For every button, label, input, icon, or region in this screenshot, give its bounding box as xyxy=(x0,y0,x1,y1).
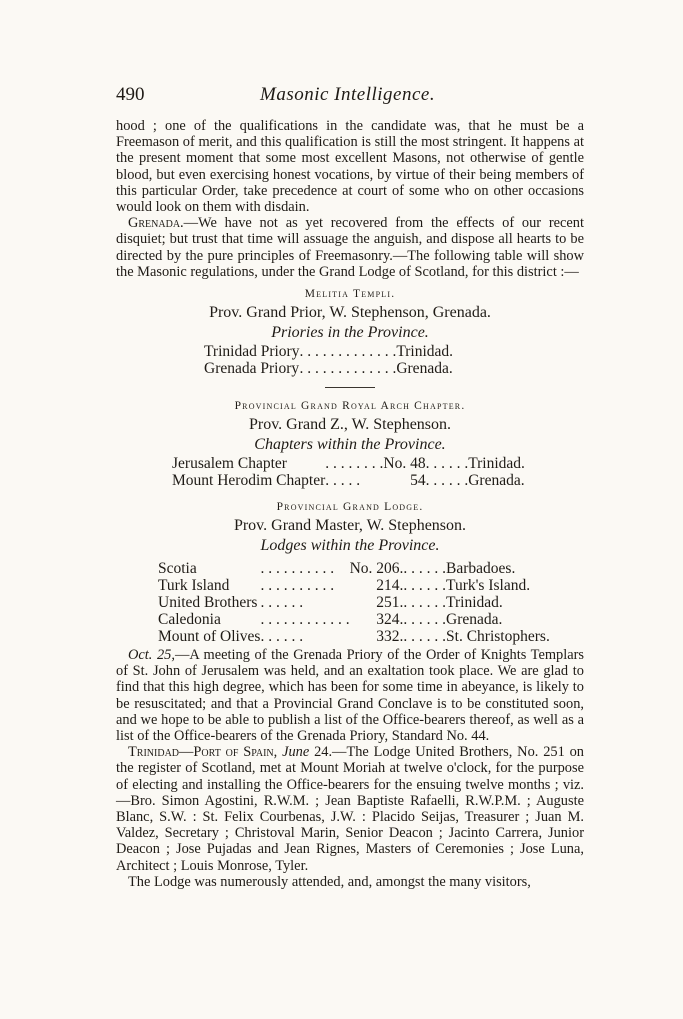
melitia-title: Melitia Templi. xyxy=(304,288,396,301)
row-place: Grenada. xyxy=(396,360,453,378)
row-name: Mount of Olives xyxy=(158,628,261,646)
lodge-subheading: Lodges within the Province. xyxy=(260,537,440,555)
row-place: Trinidad. xyxy=(396,343,454,361)
row-name: Scotia xyxy=(158,560,197,578)
row-leader: . . . . . . xyxy=(403,560,447,578)
row-leader: . . . . . . . . . . . . . xyxy=(299,360,397,378)
row-leader: . . . . . . xyxy=(260,628,304,646)
table-row xyxy=(172,455,525,472)
paragraph-closing: The Lodge was numerously attended, and, amongst the many visitors, xyxy=(128,873,531,890)
row-name: Mount Herodim Chapter xyxy=(172,472,326,490)
melitia-officer: Prov. Grand Prior, W. Stephenson, Grenada. xyxy=(209,304,491,322)
lodge-section xyxy=(116,499,584,645)
page-body xyxy=(116,118,584,890)
chapter-title: Provincial Grand Royal Arch Chapter. xyxy=(234,400,466,413)
row-name: Jerusalem Chapter xyxy=(172,455,287,473)
trinidad-text: 24.—The Lodge United Brothers, No. 251 on the register of Scotland, met at Mount Moriah at twelve o'clock, for the purpose of electing and installing the Office-bearers for the ensuing twelve months ; viz.—Bro. Simon Agostini, R.W.M. ; Jean Baptiste Rafaelli, R.W.P.M. ; Auguste Blanc, S.W. : St. Felix Courbenas, J.W. : Placido Seijas, Treasurer ; Juan M. Valdez, Secretary ; Christoval Marin, Senior Deacon ; Jacinto Carrera, Junior Deacon ; Jose Pujadas and Jean Rignes, Masters of Ceremonies ; Jose Luna, Architect ; Louis Monrose, Tyler. xyxy=(116,744,584,874)
row-leader: . . . . . . . . . . xyxy=(260,577,335,595)
running-title: Masonic Intelligence. xyxy=(260,84,436,105)
row-number: 54 xyxy=(410,472,426,490)
row-number: 214. xyxy=(376,577,404,595)
table-row xyxy=(158,577,550,594)
row-name: Trinidad Priory xyxy=(204,343,300,361)
table-row xyxy=(158,611,550,628)
paragraph-october xyxy=(116,647,584,744)
chapter-subheading: Chapters within the Province. xyxy=(254,436,446,454)
row-number: 332. xyxy=(376,628,404,646)
row-leader: . . . . . . xyxy=(425,472,469,490)
section-divider xyxy=(325,387,375,388)
table-row xyxy=(204,360,453,377)
table-row xyxy=(158,560,550,577)
table-row xyxy=(204,343,453,360)
row-name: Grenada Priory xyxy=(204,360,300,378)
row-leader: . . . . . . . . xyxy=(325,455,384,473)
paragraph-continuation: hood ; one of the qualifications in the candidate was, that he must be a Freemason of merit, and this qualification is still the most stringent. It happens at the present moment that some most excellent Masons, not otherwise of gentle blood, but even exercising honest vocations, by virtue of their being members of this particular Order, take precedence at court of some who on other occasions would look on them with disdain. xyxy=(116,118,584,216)
row-place: Barbadoes. xyxy=(446,560,516,578)
page-number: 490 xyxy=(116,84,145,105)
melitia-subheading: Priories in the Province. xyxy=(271,324,429,342)
chapter-officer: Prov. Grand Z., W. Stephenson. xyxy=(248,416,452,434)
table-row xyxy=(172,472,525,489)
paragraph-grenada xyxy=(116,215,584,280)
row-place: St. Christophers. xyxy=(446,628,550,646)
trinidad-date: June xyxy=(282,744,310,761)
row-leader: . . . . . . xyxy=(403,611,447,629)
october-text: —A meeting of the Grenada Priory of the Order of Knights Templars of St. John of Jerusalem was held, and an exaltation took place. We are glad to find that this high degree, which has been for some time in abeyance, is likely to be resuscitated; and that a Provincial Grand Conclave is to be constituted soon, and we hope to be able to publish a list of the Office-bearers thereof, as well as a list of the Office-bearers of the Grenada Priory, Standard No. 44. xyxy=(116,647,584,745)
grenada-lead: Grenada. xyxy=(128,215,184,232)
page-header xyxy=(116,84,586,108)
row-name: Turk Island xyxy=(158,577,230,595)
table-row xyxy=(158,594,550,611)
lodge-title: Provincial Grand Lodge. xyxy=(276,501,424,514)
chapter-section xyxy=(116,398,584,489)
row-leader: . . . . . . . . . . . . xyxy=(260,611,350,629)
priories-table xyxy=(204,343,453,377)
row-leader: . . . . . . xyxy=(260,594,304,612)
table-row xyxy=(158,628,550,645)
row-place: Grenada. xyxy=(468,472,525,490)
row-leader: . . . . . . xyxy=(425,455,469,473)
grenada-text: —We have not as yet recovered from the effects of our recent disquiet; but trust that time will assuage the anguish, and dispose all hearts to be directed by the pure principles of Freemasonry.—The following table will show the Masonic regulations, under the Grand Lodge of Scotland, for this district :— xyxy=(116,215,584,280)
paragraph-trinidad xyxy=(116,744,584,874)
row-name: Caledonia xyxy=(158,611,221,629)
row-number: 251. xyxy=(376,594,404,612)
lodges-table xyxy=(158,560,550,645)
row-leader: . . . . . . xyxy=(403,628,447,646)
row-number: No. 206. xyxy=(349,560,404,578)
row-place: Turk's Island. xyxy=(446,577,531,595)
melitia-section xyxy=(116,286,584,377)
row-number: 324. xyxy=(376,611,404,629)
row-leader: . . . . . . xyxy=(403,577,447,595)
october-lead: Oct. 25, xyxy=(128,647,175,664)
row-number: No. 48 xyxy=(383,455,426,473)
lodge-officer: Prov. Grand Master, W. Stephenson. xyxy=(233,517,467,535)
row-place: Trinidad. xyxy=(468,455,525,473)
trinidad-lead: Trinidad—Port of Spain, xyxy=(128,744,278,761)
chapters-table xyxy=(172,455,525,489)
row-leader: . . . . . . . . . . . . . xyxy=(299,343,397,361)
row-place: Grenada. xyxy=(446,611,503,629)
row-leader: . . . . . xyxy=(325,472,361,490)
row-leader: . . . . . . xyxy=(403,594,447,612)
row-leader: . . . . . . . . . . xyxy=(260,560,335,578)
row-name: United Brothers xyxy=(158,594,258,612)
row-place: Trinidad. xyxy=(446,594,503,612)
